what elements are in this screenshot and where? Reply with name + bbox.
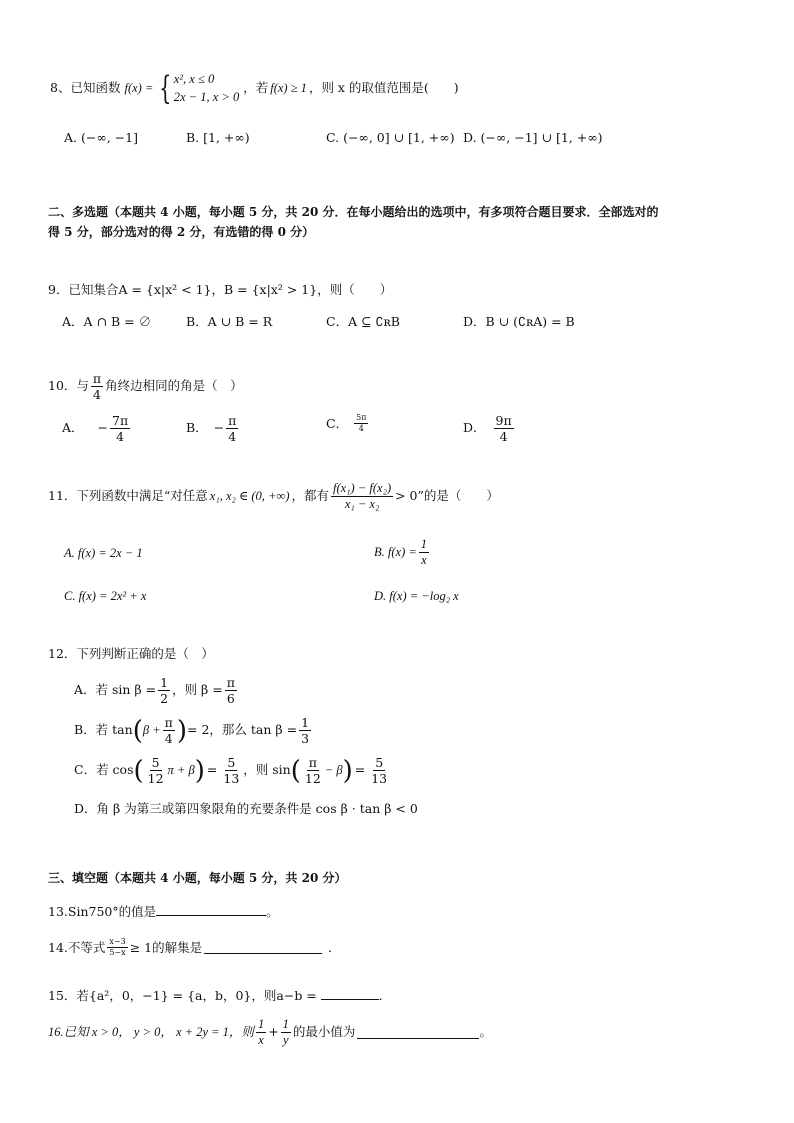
q16-frac1 <box>256 1018 266 1047</box>
q12-c-lparen: ( <box>133 755 144 786</box>
q13-answer-blank[interactable] <box>156 903 266 916</box>
q15-text: 15．若{a²，0，−1} = {a，b，0}，则a−b = <box>48 988 317 1003</box>
q12-b-inner: β + <box>142 723 161 738</box>
section3-heading: 三、填空题（本题共 4 小题，每小题 5 分，共 20 分） <box>48 871 347 885</box>
q10-d-fraction <box>494 414 514 443</box>
q8-stem <box>50 70 459 106</box>
q12-b-d2: 3 <box>301 731 310 747</box>
q10-b-num: π <box>228 413 237 428</box>
q13-text: 13.Sin750°的值是 <box>48 904 157 919</box>
q16 <box>48 1018 492 1047</box>
q10-b-fraction <box>226 414 238 443</box>
q16-text-mid: 的最小值为 <box>292 1024 356 1040</box>
q10-a-den: 4 <box>116 429 125 445</box>
q12-a-n2: π <box>226 675 235 690</box>
q16-text-pre: 16.已知 x > 0， y > 0， x + 2y = 1，则 <box>48 1025 254 1040</box>
q12-b-lparen: ( <box>132 715 143 746</box>
q12-option-b <box>74 716 313 745</box>
q8-option-a: A. (−∞, −1] <box>64 130 138 145</box>
q12-b-d1: 4 <box>164 731 173 747</box>
q8-piecewise <box>155 70 239 106</box>
q15 <box>48 987 383 1003</box>
q12-c-frac4 <box>369 756 389 785</box>
q12-b-rparen: ) <box>176 715 188 746</box>
q12-b-pre: B．若 tan <box>74 722 133 738</box>
q11-frac-den: x₁ − x₂ <box>344 497 380 512</box>
q8-option-b: B. [1, +∞) <box>186 130 250 145</box>
q12-c-n3: π <box>308 755 317 770</box>
q12-c-lparen2: ( <box>290 755 301 786</box>
q12-stem: 12．下列判断正确的是（ ） <box>48 646 214 661</box>
q16-answer-blank[interactable] <box>357 1026 479 1039</box>
section2-heading-line2: 得 5 分，部分选对的得 2 分，有选错的得 0 分） <box>48 225 315 239</box>
q13-post: 。 <box>266 904 279 919</box>
q11-text-mid: ，都有 <box>291 488 330 504</box>
q14-post: ． <box>328 939 341 955</box>
q14-den: 5−x <box>109 948 126 958</box>
q10-a-num: 7π <box>112 413 129 428</box>
q14-answer-blank[interactable] <box>204 941 322 954</box>
q12-option-a <box>74 676 239 705</box>
q12-c-eq: = <box>206 762 218 778</box>
q9-option-d: D．B ∪ (∁ʀA) = B <box>463 314 575 329</box>
q12-c-d1: 12 <box>147 771 164 787</box>
q11-vars: x₁, x₂ ∈ (0, +∞) <box>209 489 290 504</box>
q10-option-a <box>62 414 132 443</box>
q12-c-rparen: ) <box>194 755 205 786</box>
q11-b-den: x <box>421 553 427 568</box>
q12-c-d3: 12 <box>304 771 321 787</box>
q16-frac2 <box>281 1018 291 1047</box>
q12-b-frac1 <box>163 716 175 745</box>
q10-a-fraction <box>110 414 130 443</box>
q11-option-a: A. f(x) = 2x − 1 <box>64 546 143 560</box>
q11-text-pre: 11．下列函数中满足“对任意 <box>48 488 208 504</box>
q15-answer-blank[interactable] <box>321 987 379 1000</box>
q8-case-1: x², x ≤ 0 <box>173 71 215 86</box>
q11-text-post: > 0”的是（ ） <box>395 488 499 504</box>
q8-case-2: 2x − 1, x > 0 <box>173 90 240 104</box>
q14-text-mid: ≥ 1的解集是 <box>129 939 203 955</box>
q11-option-d: D. f(x) = −log₂ x <box>374 589 459 603</box>
q10-c-num: 5π <box>354 414 368 424</box>
q12-c-mid: ，则 sin <box>243 762 291 778</box>
q10-c-label: C． <box>326 415 349 431</box>
q16-n2: 1 <box>281 1018 291 1033</box>
q8-option-c: C. (−∞, 0] ∪ [1, +∞) <box>326 130 455 145</box>
q14-fraction <box>107 938 127 958</box>
q12-c-frac3 <box>303 756 323 785</box>
q12-b-mid: = 2，那么 tan β = <box>187 722 298 738</box>
q8-function: f(x) = <box>124 80 154 95</box>
q10-b-sign: − <box>213 420 225 436</box>
q12-c-frac1 <box>146 756 166 785</box>
q12-b-n1: π <box>164 715 173 730</box>
q10-c-den: 4 <box>358 424 364 434</box>
q8-text-b: ，若 <box>243 79 269 95</box>
q12-a-frac1 <box>158 676 170 705</box>
q8-condition: f(x) ≥ 1 <box>270 80 307 95</box>
q12-c-frac2 <box>221 756 241 785</box>
q10-d-num: 9π <box>495 413 512 428</box>
q10-text-pre: 10．与 <box>48 378 89 394</box>
q12-c-d4: 13 <box>371 771 388 787</box>
q12-c-n2: 5 <box>227 755 236 770</box>
q12-c-eq2: = <box>354 762 366 778</box>
q9-stem: 9．已知集合A = {x|x² < 1}，B = {x|x² > 1}，则（ ） <box>48 282 393 297</box>
q12-a-n1: 1 <box>160 675 169 690</box>
q11-option-c: C. f(x) = 2x² + x <box>64 589 147 603</box>
q16-post: 。 <box>479 1024 492 1040</box>
q14 <box>48 938 341 958</box>
q8-brace: { <box>159 69 172 107</box>
q12-c-n4: 5 <box>375 755 384 770</box>
q8-number: 8、 <box>50 79 71 95</box>
q11-option-b <box>374 538 431 567</box>
q16-d2: y <box>283 1033 289 1048</box>
q10-option-c <box>326 414 370 434</box>
q10-option-b <box>186 414 240 443</box>
q15-post: . <box>378 988 383 1003</box>
q12-c-n1: 5 <box>151 755 160 770</box>
q16-d1: x <box>258 1033 264 1048</box>
q10-text-post: 角终边相同的角是（ ） <box>105 378 243 394</box>
q10-a-sign: − <box>97 420 109 436</box>
q16-n1: 1 <box>256 1018 266 1033</box>
q12-a-d1: 2 <box>160 691 169 707</box>
q10-b-label: B． <box>186 420 208 436</box>
q12-c-pre: C．若 cos <box>74 762 134 778</box>
q9-option-c: C．A ⊆ ∁ʀB <box>326 314 400 329</box>
q16-plus: + <box>268 1024 279 1040</box>
q10-b-den: 4 <box>228 429 237 445</box>
q12-c-inner2: − β <box>324 763 343 778</box>
q12-a-frac2 <box>225 676 237 705</box>
q10-d-den: 4 <box>499 429 508 445</box>
q14-num: x−3 <box>107 938 127 948</box>
q11-frac-num: f(x₁) − f(x₂) <box>331 482 393 497</box>
q12-b-n2: 1 <box>301 715 310 730</box>
q12-option-d: D．角 β 为第三或第四象限角的充要条件是 cos β · tan β < 0 <box>74 801 418 816</box>
q10-stem <box>48 372 243 401</box>
q12-option-c <box>74 756 391 785</box>
q10-d-label: D． <box>463 420 486 436</box>
q11-stem <box>48 482 499 511</box>
q8-text-c: ，则 x 的取值范围是( ) <box>308 79 459 95</box>
q10-angle-fraction <box>91 372 103 401</box>
q10-a-label: A． <box>62 420 84 436</box>
q10-frac-num: π <box>92 371 102 386</box>
q10-frac-den: 4 <box>93 387 101 403</box>
q8-option-d: D. (−∞, −1] ∪ [1, +∞) <box>463 130 603 145</box>
q12-a-d2: 6 <box>226 691 235 707</box>
q11-fraction <box>331 482 393 511</box>
q11-b-fraction <box>419 538 429 567</box>
q9-option-b: B．A ∪ B = R <box>186 314 273 329</box>
q12-a-pre: A．若 sin β = <box>74 682 157 698</box>
q11-b-pre: B. f(x) = <box>374 545 417 560</box>
q8-text-a: 已知函数 <box>70 79 121 95</box>
section2-heading-line1: 二、多选题（本题共 4 小题，每小题 5 分，共 20 分．在每小题给出的选项中，有多项符合题目要求．全部选对的 <box>48 205 659 219</box>
q12-c-inner: π + β <box>167 763 195 778</box>
q8-cases <box>174 70 239 106</box>
q11-b-num: 1 <box>419 538 429 553</box>
q12-c-d2: 13 <box>223 771 240 787</box>
q14-text-pre: 14.不等式 <box>48 939 106 955</box>
q13 <box>48 903 279 919</box>
q9-option-a: A．A ∩ B = ∅ <box>62 314 152 329</box>
q10-c-fraction <box>354 414 368 434</box>
q12-b-frac2 <box>299 716 311 745</box>
q12-a-mid: ，则 β = <box>172 682 223 698</box>
q12-c-rparen2: ) <box>342 755 353 786</box>
q10-option-d <box>463 414 516 443</box>
